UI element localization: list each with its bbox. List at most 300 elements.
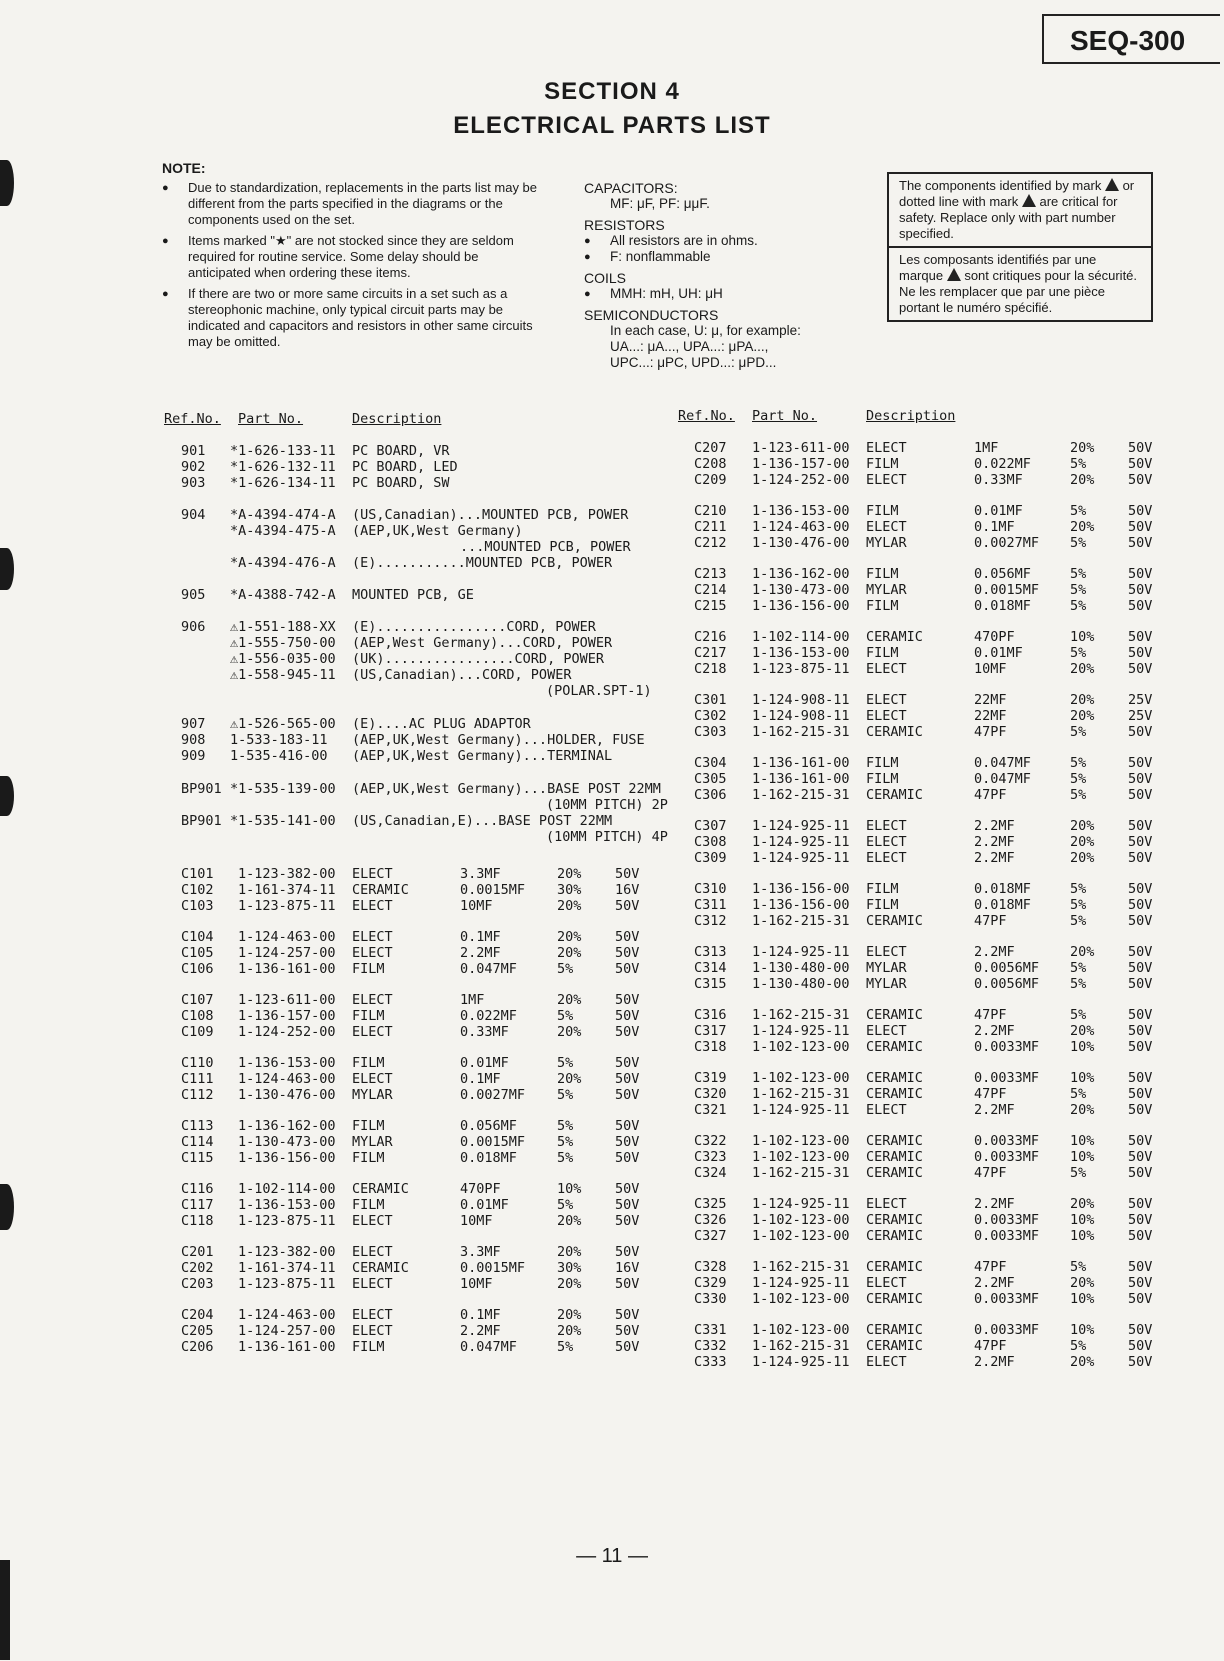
- part-no: 1-162-215-31: [752, 724, 850, 740]
- description: ELECT: [866, 708, 907, 724]
- table-row: [0, 1307, 1200, 1323]
- col-header-desc: Description: [352, 411, 442, 427]
- part-no: 1-124-925-11: [752, 850, 850, 866]
- table-row: [0, 1275, 1200, 1291]
- description: PC BOARD, SW: [352, 475, 450, 491]
- tolerance: 5%: [557, 1087, 574, 1103]
- tolerance: 5%: [1070, 1259, 1087, 1275]
- voltage: 50V: [615, 1024, 640, 1040]
- tolerance: 5%: [1070, 976, 1087, 992]
- tolerance: 10%: [1070, 1039, 1095, 1055]
- description: (10MM PITCH) 4P: [546, 829, 668, 845]
- ref-no: C211: [694, 519, 727, 535]
- voltage: 50V: [1128, 944, 1153, 960]
- value: 0.33MF: [974, 472, 1023, 488]
- value: 0.047MF: [460, 961, 517, 977]
- ref-no: 904: [181, 507, 206, 523]
- table-row: [0, 1181, 1200, 1197]
- part-no: ⚠1-555-750-00: [230, 635, 336, 651]
- tolerance: 20%: [1070, 692, 1095, 708]
- description: ELECT: [352, 1024, 393, 1040]
- tolerance: 20%: [557, 1323, 582, 1339]
- description: (US,Canadian,E)...BASE POST 22MM: [352, 813, 613, 829]
- part-no: *A-4388-742-A: [230, 587, 336, 603]
- description: ELECT: [866, 440, 907, 456]
- description: CERAMIC: [866, 1291, 923, 1307]
- ref-no: C327: [694, 1228, 727, 1244]
- table-row: [0, 472, 1200, 488]
- table-row: [0, 566, 1200, 582]
- voltage: 50V: [615, 929, 640, 945]
- description: ELECT: [352, 866, 393, 882]
- table-row: [0, 1244, 1200, 1260]
- ref-no: C305: [694, 771, 727, 787]
- ref-no: C331: [694, 1322, 727, 1338]
- voltage: 50V: [615, 1055, 640, 1071]
- value: 0.0033MF: [974, 1322, 1040, 1338]
- ref-no: C306: [694, 787, 727, 803]
- voltage: 50V: [1128, 1212, 1153, 1228]
- description: CERAMIC: [866, 724, 923, 740]
- voltage: 50V: [1128, 1338, 1153, 1354]
- warning-triangle-icon: [947, 268, 961, 281]
- part-no: 1-124-925-11: [752, 1023, 850, 1039]
- value: 0.047MF: [974, 771, 1031, 787]
- tolerance: 20%: [1070, 850, 1095, 866]
- description: ELECT: [866, 1354, 907, 1370]
- description: PC BOARD, VR: [352, 443, 450, 459]
- voltage: 50V: [1128, 1259, 1153, 1275]
- part-no: 1-124-463-00: [238, 929, 336, 945]
- voltage: 50V: [615, 898, 640, 914]
- part-no: 1-124-925-11: [752, 1354, 850, 1370]
- voltage: 50V: [1128, 787, 1153, 803]
- description: FILM: [866, 503, 899, 519]
- part-no: 1-123-611-00: [238, 992, 336, 1008]
- tolerance: 5%: [1070, 1007, 1087, 1023]
- ref-no: C313: [694, 944, 727, 960]
- voltage: 50V: [615, 1071, 640, 1087]
- description: FILM: [352, 1197, 385, 1213]
- table-row: [0, 1102, 1200, 1118]
- part-no: 1-123-875-11: [238, 898, 336, 914]
- semiconductors-note: In each case, U: μ, for example:: [610, 323, 801, 338]
- value: 1MF: [974, 440, 999, 456]
- description: CERAMIC: [866, 1228, 923, 1244]
- ref-no: C105: [181, 945, 214, 961]
- description: CERAMIC: [866, 787, 923, 803]
- description: FILM: [866, 598, 899, 614]
- table-row: [0, 1228, 1200, 1244]
- value: 0.0033MF: [974, 1070, 1040, 1086]
- ref-no: C324: [694, 1165, 727, 1181]
- voltage: 50V: [1128, 1086, 1153, 1102]
- value: 0.33MF: [460, 1024, 509, 1040]
- safety-text: or dotted line with mark: [899, 178, 1135, 209]
- table-row: [0, 897, 1200, 913]
- part-no: 1-136-161-00: [238, 1339, 336, 1355]
- table-row: [0, 818, 1200, 834]
- table-row: [0, 535, 1200, 551]
- voltage: 50V: [1128, 1354, 1153, 1370]
- description: ELECT: [352, 1213, 393, 1229]
- voltage: 50V: [615, 1150, 640, 1166]
- table-row: [0, 598, 1200, 614]
- voltage: 50V: [615, 1307, 640, 1323]
- description: CERAMIC: [866, 1007, 923, 1023]
- ref-no: 903: [181, 475, 206, 491]
- table-row: [0, 1165, 1200, 1181]
- part-no: 1-124-925-11: [752, 1196, 850, 1212]
- table-row: [0, 834, 1200, 850]
- ref-no: C208: [694, 456, 727, 472]
- description: ELECT: [352, 1307, 393, 1323]
- part-no: 1-136-161-00: [238, 961, 336, 977]
- voltage: 50V: [1128, 519, 1153, 535]
- part-no: 1-136-153-00: [752, 645, 850, 661]
- ref-no: C332: [694, 1338, 727, 1354]
- section-label: SECTION 4: [544, 78, 680, 105]
- value: 0.0033MF: [974, 1228, 1040, 1244]
- tolerance: 20%: [1070, 834, 1095, 850]
- ref-no: C307: [694, 818, 727, 834]
- part-no: 1-136-156-00: [752, 881, 850, 897]
- value: 0.0033MF: [974, 1149, 1040, 1165]
- description: FILM: [866, 645, 899, 661]
- ref-no: C210: [694, 503, 727, 519]
- description: ELECT: [866, 1102, 907, 1118]
- voltage: 50V: [1128, 1228, 1153, 1244]
- part-no: *1-535-139-00: [230, 781, 336, 797]
- tolerance: 5%: [1070, 913, 1087, 929]
- part-no: 1-136-157-00: [238, 1008, 336, 1024]
- page-number: — 11 —: [576, 1545, 648, 1567]
- tolerance: 5%: [1070, 535, 1087, 551]
- ref-no: C201: [181, 1244, 214, 1260]
- description: CERAMIC: [866, 1133, 923, 1149]
- description: ELECT: [352, 1276, 393, 1292]
- table-row: [0, 913, 1200, 929]
- voltage: 50V: [615, 1134, 640, 1150]
- ref-no: C207: [694, 440, 727, 456]
- ref-no: C212: [694, 535, 727, 551]
- voltage: 50V: [1128, 834, 1153, 850]
- value: 0.01MF: [974, 503, 1023, 519]
- ref-no: C311: [694, 897, 727, 913]
- tolerance: 5%: [557, 1008, 574, 1024]
- tolerance: 20%: [1070, 708, 1095, 724]
- tolerance: 20%: [557, 866, 582, 882]
- tolerance: 5%: [1070, 1165, 1087, 1181]
- value: 0.0056MF: [974, 976, 1040, 992]
- tolerance: 10%: [1070, 1291, 1095, 1307]
- description: (AEP,UK,West Germany): [352, 523, 523, 539]
- part-no: 1-124-257-00: [238, 1323, 336, 1339]
- ref-no: C214: [694, 582, 727, 598]
- part-no: 1-136-162-00: [752, 566, 850, 582]
- tolerance: 20%: [1070, 1196, 1095, 1212]
- ref-no: BP901: [181, 813, 222, 829]
- tolerance: 10%: [1070, 1322, 1095, 1338]
- ref-no: C112: [181, 1087, 214, 1103]
- table-row: [0, 1354, 1200, 1370]
- value: 0.1MF: [460, 929, 501, 945]
- description: ELECT: [866, 850, 907, 866]
- table-row: [0, 1023, 1200, 1039]
- part-no: 1-102-123-00: [752, 1322, 850, 1338]
- part-no: 1-533-183-11: [230, 732, 328, 748]
- tolerance: 10%: [1070, 629, 1095, 645]
- voltage: 50V: [1128, 598, 1153, 614]
- tolerance: 20%: [1070, 472, 1095, 488]
- table-row: [0, 724, 1200, 740]
- value: 0.018MF: [460, 1150, 517, 1166]
- part-no: 1-161-374-11: [238, 1260, 336, 1276]
- part-no: ⚠1-551-188-XX: [230, 619, 336, 635]
- voltage: 50V: [1128, 755, 1153, 771]
- description: ELECT: [352, 1323, 393, 1339]
- part-no: *1-626-133-11: [230, 443, 336, 459]
- table-row: [0, 1070, 1200, 1086]
- voltage: 50V: [1128, 503, 1153, 519]
- part-no: 1-136-153-00: [238, 1197, 336, 1213]
- ref-no: C302: [694, 708, 727, 724]
- description: CERAMIC: [866, 913, 923, 929]
- tolerance: 20%: [557, 929, 582, 945]
- table-row: [0, 1039, 1200, 1055]
- part-no: 1-162-215-31: [752, 1165, 850, 1181]
- ref-no: C102: [181, 882, 214, 898]
- description: ELECT: [866, 1275, 907, 1291]
- ref-no: C110: [181, 1055, 214, 1071]
- value: 0.056MF: [974, 566, 1031, 582]
- page-title: ELECTRICAL PARTS LIST: [453, 112, 771, 139]
- voltage: 50V: [615, 1323, 640, 1339]
- binding-mark: [0, 1560, 10, 1660]
- part-no: 1-102-123-00: [752, 1291, 850, 1307]
- table-row: [0, 850, 1200, 866]
- description: CERAMIC: [866, 1149, 923, 1165]
- description: ELECT: [866, 661, 907, 677]
- ref-no: C308: [694, 834, 727, 850]
- table-row: [0, 1259, 1200, 1275]
- value: 47PF: [974, 913, 1007, 929]
- tolerance: 5%: [557, 1197, 574, 1213]
- part-no: 1-123-875-11: [238, 1276, 336, 1292]
- part-no: 1-123-875-11: [238, 1213, 336, 1229]
- ref-no: C330: [694, 1291, 727, 1307]
- description: MYLAR: [352, 1087, 393, 1103]
- value: 2.2MF: [974, 834, 1015, 850]
- description: ELECT: [352, 1071, 393, 1087]
- part-no: 1-162-215-31: [752, 1086, 850, 1102]
- description: (AEP,UK,West Germany)...BASE POST 22MM: [352, 781, 661, 797]
- value: 47PF: [974, 1007, 1007, 1023]
- value: 0.0015MF: [460, 1260, 526, 1276]
- ref-no: C315: [694, 976, 727, 992]
- value: 0.018MF: [974, 897, 1031, 913]
- description: FILM: [352, 961, 385, 977]
- voltage: 50V: [1128, 724, 1153, 740]
- part-no: 1-102-114-00: [752, 629, 850, 645]
- part-no: 1-102-123-00: [752, 1228, 850, 1244]
- value: 0.018MF: [974, 598, 1031, 614]
- part-no: 1-124-463-00: [752, 519, 850, 535]
- ref-no: C216: [694, 629, 727, 645]
- description: CERAMIC: [866, 1259, 923, 1275]
- value: 47PF: [974, 1259, 1007, 1275]
- table-row: [0, 1118, 1200, 1134]
- tolerance: 20%: [557, 898, 582, 914]
- value: 470PF: [460, 1181, 501, 1197]
- value: 2.2MF: [974, 818, 1015, 834]
- ref-no: C111: [181, 1071, 214, 1087]
- ref-no: C117: [181, 1197, 214, 1213]
- description: MYLAR: [866, 976, 907, 992]
- tolerance: 20%: [1070, 1102, 1095, 1118]
- part-no: 1-102-123-00: [752, 1212, 850, 1228]
- safety-text: The components identified by mark: [899, 178, 1102, 193]
- value: 0.01MF: [460, 1197, 509, 1213]
- semiconductors-note: UPC...: μPC, UPD...: μPD...: [610, 355, 777, 370]
- value: 10MF: [460, 1276, 493, 1292]
- voltage: 50V: [615, 992, 640, 1008]
- description: FILM: [352, 1118, 385, 1134]
- value: 0.0015MF: [460, 1134, 526, 1150]
- ref-no: C103: [181, 898, 214, 914]
- ref-no: C104: [181, 929, 214, 945]
- tolerance: 5%: [1070, 645, 1087, 661]
- ref-no: C303: [694, 724, 727, 740]
- tolerance: 5%: [557, 1134, 574, 1150]
- description: FILM: [866, 456, 899, 472]
- value: 10MF: [974, 661, 1007, 677]
- part-no: ⚠1-526-565-00: [230, 716, 336, 732]
- description: PC BOARD, LED: [352, 459, 458, 475]
- description: (US,Canadian)...CORD, POWER: [352, 667, 572, 683]
- description: CERAMIC: [352, 1260, 409, 1276]
- table-row: [0, 787, 1200, 803]
- ref-no: 909: [181, 748, 206, 764]
- part-no: 1-162-215-31: [752, 1259, 850, 1275]
- voltage: 50V: [1128, 582, 1153, 598]
- part-no: ⚠1-556-035-00: [230, 651, 336, 667]
- tolerance: 10%: [1070, 1228, 1095, 1244]
- description: MYLAR: [866, 535, 907, 551]
- part-no: 1-123-382-00: [238, 1244, 336, 1260]
- description: ...MOUNTED PCB, POWER: [460, 539, 631, 555]
- part-no: *A-4394-474-A: [230, 507, 336, 523]
- tolerance: 20%: [1070, 818, 1095, 834]
- part-no: 1-130-480-00: [752, 960, 850, 976]
- description: (10MM PITCH) 2P: [546, 797, 668, 813]
- voltage: 50V: [1128, 535, 1153, 551]
- table-row: [0, 1055, 1200, 1071]
- part-no: 1-124-463-00: [238, 1307, 336, 1323]
- value: 47PF: [974, 787, 1007, 803]
- description: FILM: [866, 755, 899, 771]
- ref-no: C205: [181, 1323, 214, 1339]
- part-no: 1-102-123-00: [752, 1039, 850, 1055]
- part-no: 1-124-925-11: [752, 1102, 850, 1118]
- table-row: [0, 1212, 1200, 1228]
- description: ELECT: [866, 818, 907, 834]
- tolerance: 5%: [1070, 582, 1087, 598]
- description: CERAMIC: [866, 1039, 923, 1055]
- part-no: 1-130-480-00: [752, 976, 850, 992]
- ref-no: 906: [181, 619, 206, 635]
- description: (E)....AC PLUG ADAPTOR: [352, 716, 531, 732]
- description: CERAMIC: [866, 1165, 923, 1181]
- safety-text: Les composants identifiés par une marque: [899, 252, 1097, 283]
- table-row: [0, 771, 1200, 787]
- voltage: 16V: [615, 882, 640, 898]
- semiconductors-note: UA...: μA..., UPA...: μPA...,: [610, 339, 769, 354]
- part-no: 1-124-925-11: [752, 818, 850, 834]
- part-no: 1-102-123-00: [752, 1070, 850, 1086]
- table-row: [0, 692, 1200, 708]
- voltage: 50V: [1128, 566, 1153, 582]
- notes-heading: NOTE:: [162, 160, 206, 176]
- value: 47PF: [974, 1338, 1007, 1354]
- ref-no: 901: [181, 443, 206, 459]
- tolerance: 5%: [1070, 503, 1087, 519]
- table-row: [0, 440, 1200, 456]
- part-no: *A-4394-475-A: [230, 523, 336, 539]
- part-no: ⚠1-558-945-11: [230, 667, 336, 683]
- tolerance: 10%: [1070, 1133, 1095, 1149]
- ref-no: C329: [694, 1275, 727, 1291]
- value: 0.0015MF: [974, 582, 1040, 598]
- description: FILM: [866, 897, 899, 913]
- description: (E)...........MOUNTED PCB, POWER: [352, 555, 613, 571]
- part-no: 1-130-476-00: [752, 535, 850, 551]
- description: (POLAR.SPT-1): [546, 683, 652, 699]
- value: 2.2MF: [460, 1323, 501, 1339]
- ref-no: C118: [181, 1213, 214, 1229]
- value: 47PF: [974, 1086, 1007, 1102]
- warning-triangle-icon: [1022, 194, 1036, 207]
- ref-no: C114: [181, 1134, 214, 1150]
- voltage: 50V: [1128, 1007, 1153, 1023]
- ref-no: C333: [694, 1354, 727, 1370]
- note-item: ● If there are two or more same circuits in a set such as a stereophonic machine, only typical circuit parts may be indicated and capacitors and resistors in other same circuits may be omitted.: [162, 286, 542, 350]
- model-number: SEQ-300: [1042, 14, 1220, 64]
- ref-no: C109: [181, 1024, 214, 1040]
- value: 470PF: [974, 629, 1015, 645]
- part-no: 1-136-161-00: [752, 755, 850, 771]
- ref-no: C115: [181, 1150, 214, 1166]
- tolerance: 20%: [557, 992, 582, 1008]
- voltage: 50V: [1128, 850, 1153, 866]
- tolerance: 20%: [1070, 1275, 1095, 1291]
- note-item: ● Items marked "★" are not stocked since they are seldom required for routine service. Some delay should be anticipated when ordering these items.: [162, 233, 542, 281]
- voltage: 50V: [1128, 1322, 1153, 1338]
- value: 2.2MF: [460, 945, 501, 961]
- tolerance: 30%: [557, 882, 582, 898]
- tolerance: 5%: [1070, 456, 1087, 472]
- table-row: [0, 645, 1200, 661]
- value: 47PF: [974, 1165, 1007, 1181]
- description: ELECT: [866, 472, 907, 488]
- ref-no: C328: [694, 1259, 727, 1275]
- value: 0.0033MF: [974, 1291, 1040, 1307]
- ref-no: C314: [694, 960, 727, 976]
- voltage: 50V: [615, 866, 640, 882]
- resistors-note: ● All resistors are in ohms.: [584, 233, 854, 249]
- tolerance: 10%: [1070, 1149, 1095, 1165]
- voltage: 50V: [1128, 1275, 1153, 1291]
